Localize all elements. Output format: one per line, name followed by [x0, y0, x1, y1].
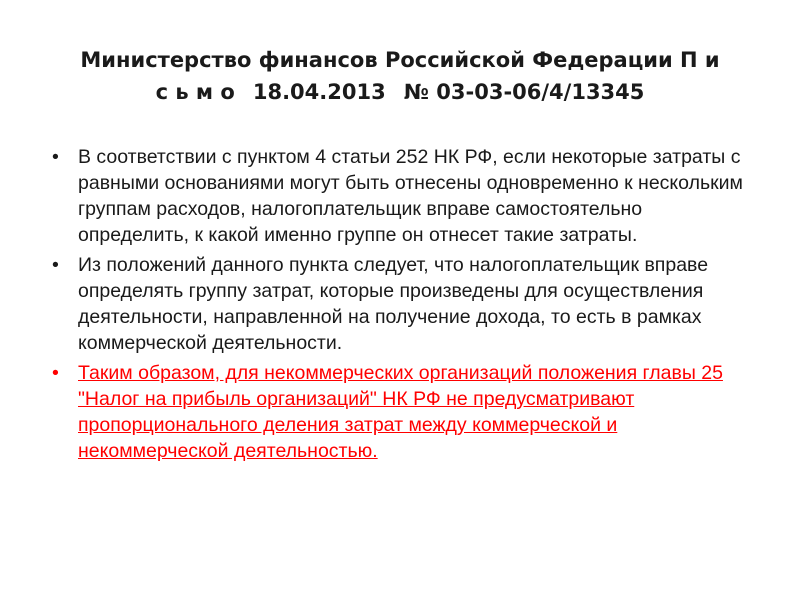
title-letter-suffix: с ь м о: [155, 80, 235, 104]
bullet-text-highlighted: Таким образом, для некоммерческих организаций положения главы 25 "Налог на прибыль организаций" НК РФ не предусматривают пропорционального деления затрат между коммерческой и некоммерческой деятельностью.: [78, 362, 723, 462]
bullet-marker: •: [52, 146, 59, 168]
bullet-text: Из положений данного пункта следует, что налогоплательщик вправе определять группу затрат, которые произведены для осуществления деятельности, направленной на получение дохода, то есть в рамках коммерческой деятельности.: [78, 254, 709, 354]
bullet-marker: •: [52, 254, 59, 276]
bullet-list: [52, 144, 752, 468]
document-date: 18.04.2013: [252, 80, 386, 104]
document-number: № 03-03-06/4/13345: [403, 80, 645, 104]
bullet-text: В соответствии с пунктом 4 статьи 252 НК РФ, если некоторые затраты с равными основаниями могут быть отнесены одновременно к нескольким группам расходов, налогоплательщик вправе самостоятельно определить, к какой именно группе он отнесет такие затраты.: [78, 146, 743, 246]
bullet-item: [52, 252, 752, 356]
bullet-item: [52, 144, 752, 248]
title-line-2: [40, 76, 760, 108]
title-line-1: Министерство финансов Российской Федерации П и: [80, 48, 720, 72]
bullet-marker: •: [52, 362, 59, 384]
bullet-item-highlighted: [52, 360, 752, 464]
slide-title: [40, 44, 760, 108]
